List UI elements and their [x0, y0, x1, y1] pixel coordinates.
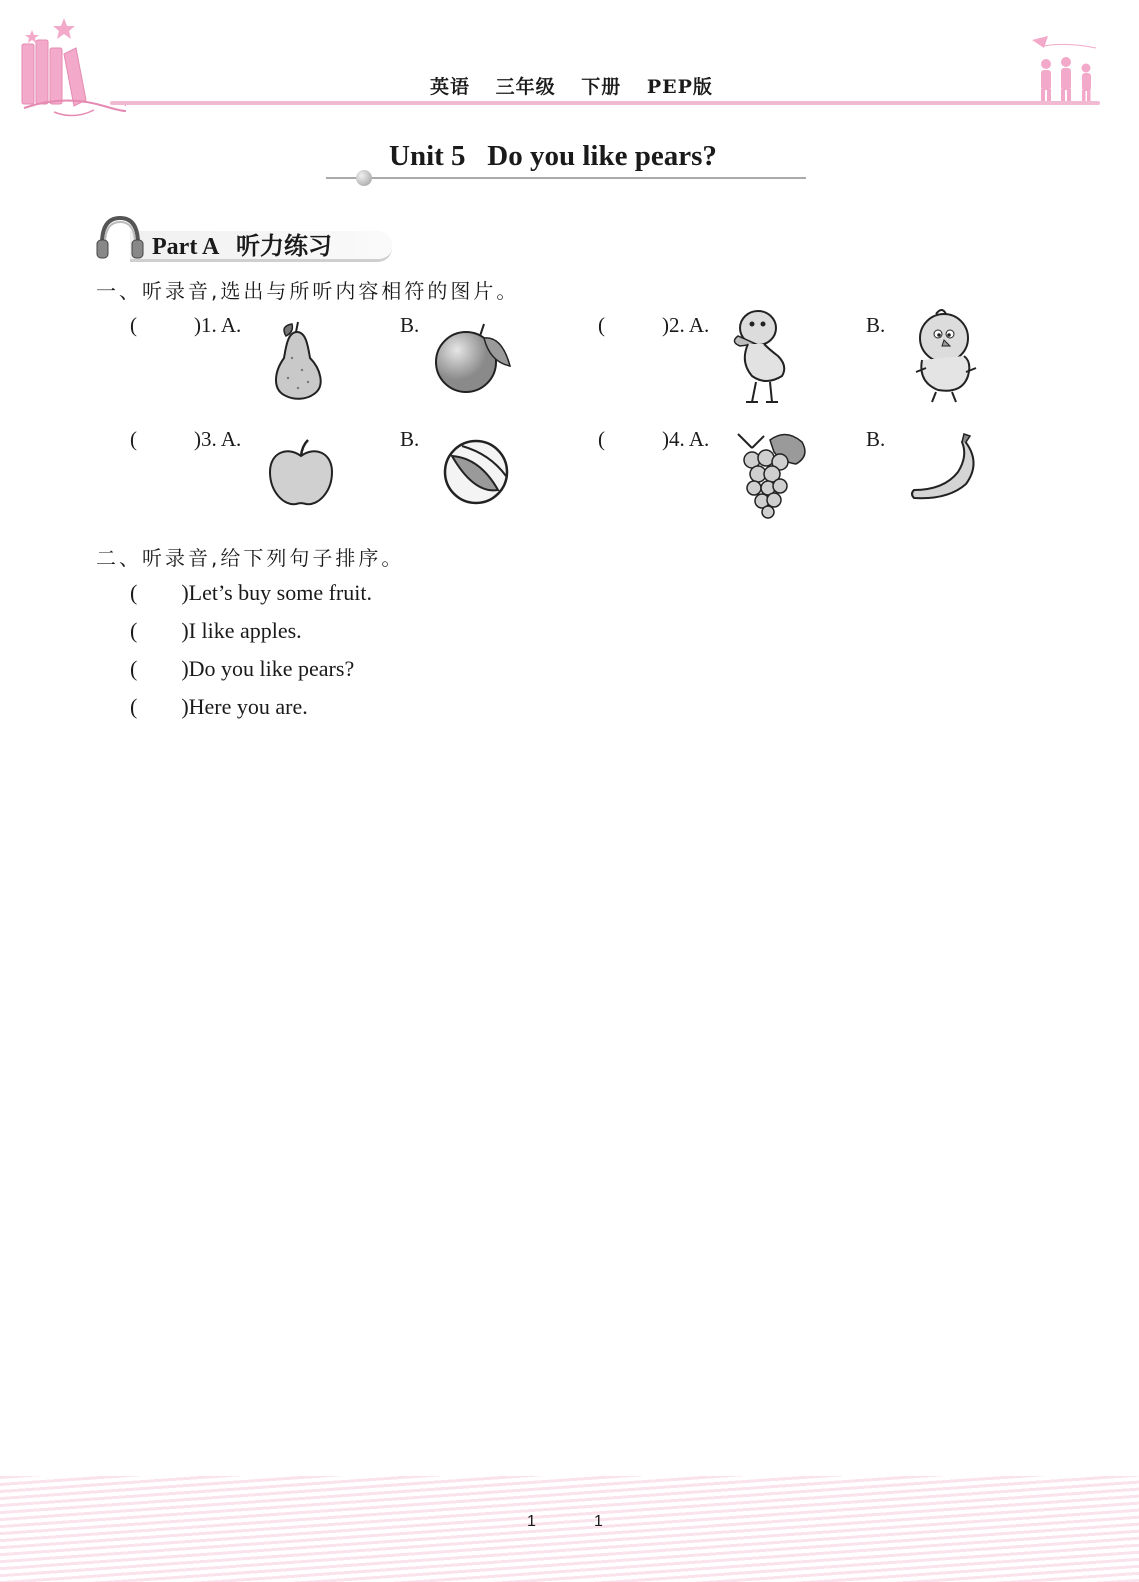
- option-b-label-1: B.: [400, 313, 420, 337]
- page-number-left: 1: [527, 1513, 536, 1530]
- page-number-right: 1: [594, 1513, 603, 1530]
- grapes-icon: [730, 428, 812, 520]
- book-info: 英语 三年级 下册 PEP版: [430, 76, 713, 98]
- ball-icon: [440, 436, 512, 508]
- header-divider: [110, 101, 1100, 105]
- footer-band: [0, 1476, 1139, 1582]
- apple-icon: [264, 436, 338, 508]
- duck-icon: [730, 306, 794, 408]
- answer-blank-1[interactable]: (: [130, 313, 137, 337]
- orange-icon: [432, 320, 514, 396]
- part-label: Part A 听力练习: [152, 234, 332, 260]
- section1-heading: 一、听录音,选出与所听内容相符的图片。: [96, 279, 520, 303]
- question-number-4: )4. A.: [662, 427, 710, 451]
- answer-blank-4[interactable]: (: [598, 427, 605, 451]
- books-logo-icon: [14, 14, 126, 122]
- question-number-1: )1. A.: [194, 313, 242, 337]
- question-number-2: )2. A.: [662, 313, 710, 337]
- option-b-label-2: B.: [866, 313, 886, 337]
- sentence-4[interactable]: ( )Here you are.: [130, 694, 308, 719]
- kids-kite-icon: [1026, 34, 1106, 106]
- answer-blank-3[interactable]: (: [130, 427, 137, 451]
- chick-icon: [908, 306, 980, 406]
- unit-title: Unit 5 Do you like pears?: [389, 140, 717, 172]
- option-b-label-4: B.: [866, 427, 886, 451]
- answer-blank-2[interactable]: (: [598, 313, 605, 337]
- section2-heading: 二、听录音,给下列句子排序。: [96, 546, 405, 570]
- title-underline: [326, 177, 806, 179]
- sentence-2[interactable]: ( )I like apples.: [130, 618, 302, 643]
- title-bullet: [356, 170, 372, 186]
- sentence-3[interactable]: ( )Do you like pears?: [130, 656, 355, 681]
- question-number-3: )3. A.: [194, 427, 242, 451]
- sentence-1[interactable]: ( )Let’s buy some fruit.: [130, 580, 372, 605]
- banana-icon: [904, 432, 984, 506]
- headphones-icon: [94, 212, 146, 262]
- pear-icon: [262, 318, 332, 402]
- option-b-label-3: B.: [400, 427, 420, 451]
